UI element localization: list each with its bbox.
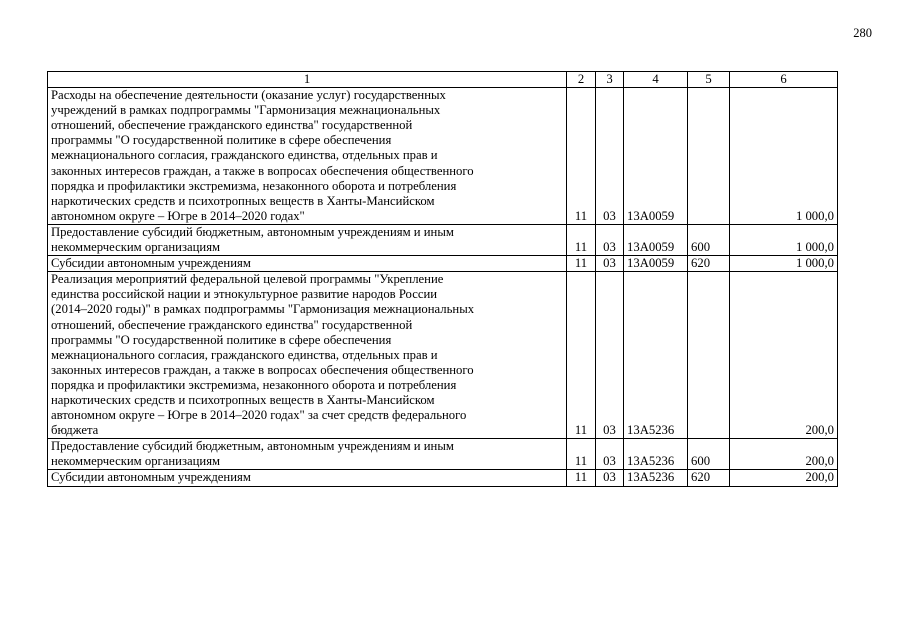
row-description [48, 470, 567, 486]
amount-value: 200,0 [730, 272, 838, 439]
target-article-code: 13А5236 [624, 272, 688, 439]
target-article-code: 13А0059 [624, 224, 688, 255]
ministry-code: 11 [567, 256, 596, 272]
description-line: отношений, обеспечение гражданского единства" государственной [51, 118, 413, 133]
description-line: Расходы на обеспечение деятельности (оказание услуг) государственных [51, 88, 446, 103]
description-line: единства российской нации и этнокультурное развитие народов России [51, 287, 438, 302]
expense-type-code: 600 [688, 224, 730, 255]
table-row [48, 439, 838, 470]
page-number: 280 [853, 26, 872, 40]
description-line: некоммерческим организациям [51, 240, 221, 255]
target-article-code: 13А5236 [624, 470, 688, 486]
description-line: программы "О государственной политике в сфере обеспечения [51, 332, 392, 347]
description-line: некоммерческим организациям [51, 454, 221, 469]
description-line: учреждений в рамках подпрограммы "Гармонизация межнациональных [51, 103, 441, 118]
table-row [48, 224, 838, 255]
description-line: отношений, обеспечение гражданского единства" государственной [51, 317, 413, 332]
description-line: Предоставление субсидий бюджетным, автономным учреждениям и иным [51, 439, 454, 454]
table-header-row [48, 72, 838, 88]
table-row [48, 256, 838, 272]
target-article-code: 13А0059 [624, 256, 688, 272]
row-description [48, 256, 567, 272]
row-description [48, 224, 567, 255]
description-line: (2014–2020 годы)" в рамках подпрограммы "Гармонизация межнациональных [51, 302, 475, 317]
description-line: бюджета [51, 423, 99, 438]
ministry-code: 11 [567, 272, 596, 439]
target-article-code: 13А5236 [624, 439, 688, 470]
section-code: 03 [596, 272, 624, 439]
section-code: 03 [596, 224, 624, 255]
description-line: законных интересов граждан, а также в вопросах обеспечения общественного [51, 163, 474, 178]
description-line: законных интересов граждан, а также в вопросах обеспечения общественного [51, 362, 474, 377]
amount-value: 1 000,0 [730, 88, 838, 225]
expense-type-code [688, 88, 730, 225]
section-code: 03 [596, 88, 624, 225]
description-line: наркотических средств и психотропных веществ в Ханты-Мансийском [51, 392, 435, 407]
description-line: Реализация мероприятий федеральной целевой программы "Укрепление [51, 272, 444, 287]
amount-value: 200,0 [730, 470, 838, 486]
description-line: Субсидии автономным учреждениям [51, 256, 251, 271]
description-line: наркотических средств и психотропных веществ в Ханты-Мансийском [51, 193, 435, 208]
expense-type-code: 620 [688, 470, 730, 486]
column-header: 1 [48, 72, 567, 88]
row-description [48, 272, 567, 439]
expense-type-code: 620 [688, 256, 730, 272]
ministry-code: 11 [567, 224, 596, 255]
column-header: 4 [624, 72, 688, 88]
section-code: 03 [596, 439, 624, 470]
description-line: автономном округе – Югре в 2014–2020 годах" за счет средств федерального [51, 408, 467, 423]
description-line: программы "О государственной политике в сфере обеспечения [51, 133, 392, 148]
ministry-code: 11 [567, 470, 596, 486]
expense-type-code [688, 272, 730, 439]
target-article-code: 13А0059 [624, 88, 688, 225]
column-header: 3 [596, 72, 624, 88]
row-description [48, 88, 567, 225]
description-line: Предоставление субсидий бюджетным, автономным учреждениям и иным [51, 224, 454, 239]
section-code: 03 [596, 470, 624, 486]
amount-value: 200,0 [730, 439, 838, 470]
description-line: межнационального согласия, гражданского единства, отдельных прав и [51, 347, 438, 362]
row-description [48, 439, 567, 470]
column-header: 5 [688, 72, 730, 88]
amount-value: 1 000,0 [730, 256, 838, 272]
table-row [48, 272, 838, 439]
ministry-code: 11 [567, 88, 596, 225]
description-line: порядка и профилактики экстремизма, незаконного оборота и потребления [51, 178, 457, 193]
description-line: порядка и профилактики экстремизма, незаконного оборота и потребления [51, 377, 457, 392]
amount-value: 1 000,0 [730, 224, 838, 255]
column-header: 2 [567, 72, 596, 88]
budget-table [47, 71, 838, 487]
description-line: межнационального согласия, гражданского единства, отдельных прав и [51, 148, 438, 163]
table-row [48, 88, 838, 225]
ministry-code: 11 [567, 439, 596, 470]
description-line: Субсидии автономным учреждениям [51, 470, 251, 485]
column-header: 6 [730, 72, 838, 88]
table-row [48, 470, 838, 486]
description-line: автономном округе – Югре в 2014–2020 годах" [51, 208, 305, 223]
section-code: 03 [596, 256, 624, 272]
expense-type-code: 600 [688, 439, 730, 470]
